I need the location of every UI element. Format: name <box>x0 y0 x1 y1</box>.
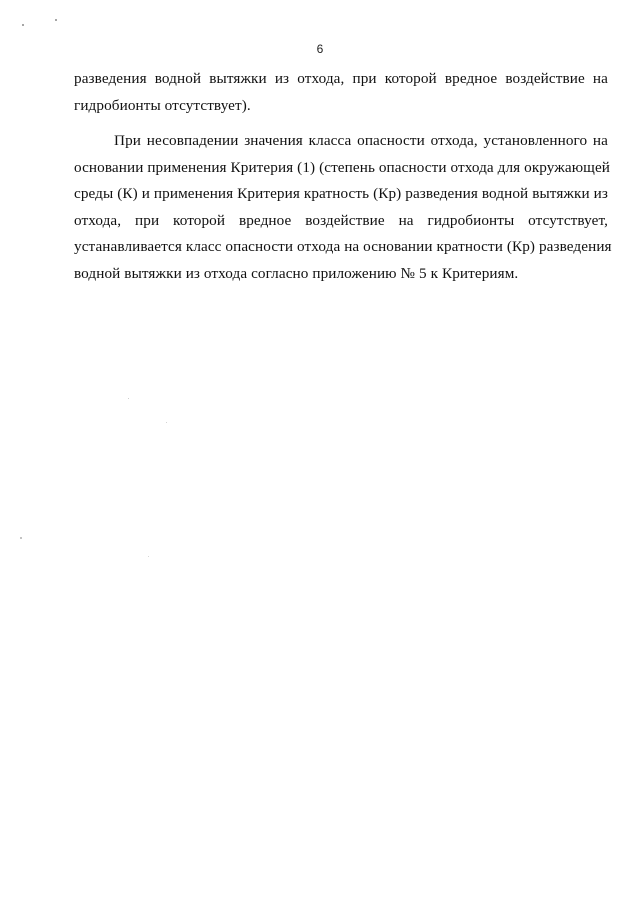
text-line: отхода, при которой вредное воздействие на гидробионты отсутствует, <box>74 211 608 229</box>
body-text <box>74 66 612 287</box>
scan-speck <box>22 24 24 26</box>
scan-speck <box>166 422 167 423</box>
text-line: среды (К) и применения Критерия кратность (Кр) разведения водной вытяжки из <box>74 185 608 202</box>
text-line: гидробионты отсутствует). <box>74 96 251 114</box>
paragraph-1 <box>74 66 608 119</box>
scan-speck <box>148 556 149 557</box>
page-number: 6 <box>316 42 324 56</box>
text-line: основании применения Критерия (1) (степень опасности отхода для окружающей <box>74 158 611 176</box>
text-line: разведения водной вытяжки из отхода, при которой вредное воздействие на <box>74 70 608 87</box>
text-line: При несовпадении значения класса опасности отхода, установленного на <box>114 132 608 149</box>
text-line: устанавливается класс опасности отхода на основании кратности (Кр) разведения <box>74 238 612 255</box>
scan-speck <box>55 19 57 21</box>
text-line: водной вытяжки из отхода согласно приложению № 5 к Критериям. <box>74 264 519 282</box>
scan-speck <box>20 537 22 539</box>
scan-speck <box>128 398 129 399</box>
paragraph-2 <box>74 128 612 287</box>
